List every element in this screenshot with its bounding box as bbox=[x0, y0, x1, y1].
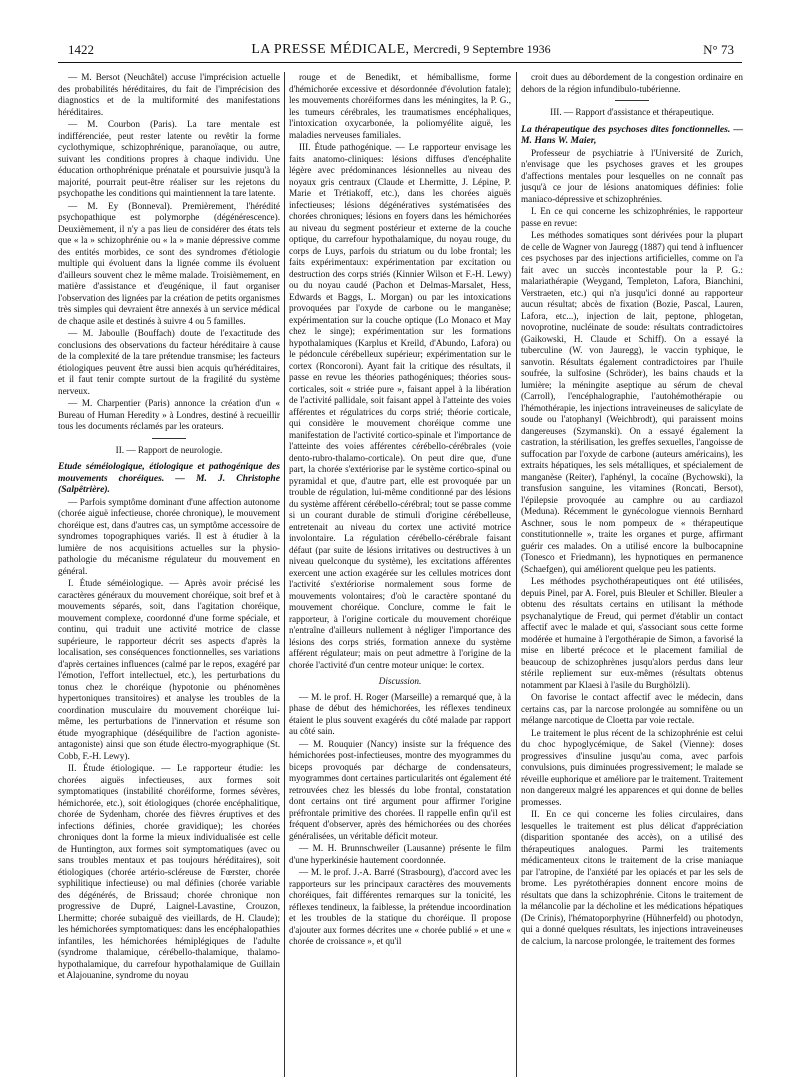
paragraph: On favorise le contact affectif avec le médecin, dans certains cas, par la narcose prolongée au somnifène ou un mélange narcotique de Cloetta par voie rectale. bbox=[521, 692, 743, 725]
paragraph: III. Étude pathogénique. — Le rapporteur envisage les faits anatomo-cliniques: lésions diffuses d'encéphalite légère avec prédominances lésionnelles au niveau des noyaux gris centraux (Claude et Lhermitte, J. Lépine, P. Marie et Trétiakoff, etc.), dans les chorées aiguës infectieuses; lésions dégénératives systématisées des chorées chroniques; lésions en foyers dans les hémichorées au niveau du segment postérieur et externe de la couche optique, du carrefour hypothalamique, du noyau rouge, du corps de Luys, parfois du striatum ou du lobe frontal; les faits expérimentaux: expérimentation par excitation ou destruction des corps striés (Kinnier Wilson et F.-H. Lewy) ou du noyau caudé (Pachon et Delmas-Marsalet, Hess, Edwards et Baggs, L. Morgan) ou par les intoxications provoquées par l'oxyde de carbone ou le manganèse; expérimentation sur la couche optique (Lo Monaco et May chez le singe); expérimentation sur les formations hypothalamiques (Karplus et Kreild, d'Abundo, Lafora) ou le pédoncule cérébelleux supérieur; expérimentation sur le cortex (Roncoroni). Ayant fait la critique des résultats, il passe en revue les théories pathogéniques; théories sous-corticales, soit « striée pure », faisant appel à la libération de l'activité pallidale, soit faisant appel à l'atteinte des voies afférentes et régulatrices du corps strié; théorie corticale, qui considère le mouvement choréique comme une manifestation de l'activité cortico-spinale et l'importance de l'atteinte des voies afférentes cérébello-cérébrales (voie dento-rubro-thalamo-corticale). On peut dire que, d'une part, la chorée s'extériorise par le système cortico-spinal ou pyramidal et que, d'autre part, elle est provoquée par un trouble de régulation, lui-même conditionné par des lésions du système afférent cérébello-cérébral; tout se passe comme si un courant durable de stimuli d'origine cérébelleuse, entretenait au niveau du cortex une activité motrice involontaire. La régulation cérébello-cérébrale faisant défaut (par suite de lésions irritatives ou destructives à un niveau quelconque du système), les excitations afférentes exercent une action exagérée sur les cellules motrices dont l'activité s'extériorise normalement sous forme de mouvements volontaires; d'où le caractère spontané du mouvement choréique. Conclure, comme le fait le rapporteur, à l'origine corticale du mouvement choréique n'entraîne d'ailleurs nullement à négliger l'importance des lésions des corps striés, formation annexe du système afférent régulateur; mais on peut admettre à l'origine de la chorée l'activité d'un centre moteur unique: le cortex. bbox=[289, 142, 511, 670]
article-title: Etude séméiologique, étiologique et pathogénique des mouvements choréiques. — M. J. Christophe (Salpêtrière). bbox=[58, 461, 280, 495]
page-header bbox=[68, 42, 734, 60]
section-heading: II. — Rapport de neurologie. bbox=[115, 444, 223, 455]
paragraph: I. En ce qui concerne les schizophrénies, le rapporteur passe en revue: bbox=[521, 206, 743, 228]
page-number: 1422 bbox=[68, 42, 94, 57]
article-title: La thérapeutique des psychoses dites fonctionnelles. — M. Hans W. Maier, bbox=[521, 123, 743, 146]
paragraph: — M. Charpentier (Paris) annonce la création d'un « Bureau of Human Heredity » à Londres, destiné à recueillir tous les documents réclamés par les orateurs. bbox=[58, 398, 280, 431]
paragraph: II. Étude étiologique. — Le rapporteur étudie: les chorées aiguës infectieuses, aux formes soit symptomatiques (instabilité choréiforme, formes sévères, hémichorée, etc.), soit étiologiques (chorée encéphalitique, chorée de Sydenham, chorée des fièvres éruptives et des infections définies, chorée gravidique); les chorées chroniques dont la forme la mieux individualisée est celle de Huntington, aux formes soit symptomatiques (avec ou sans troubles mentaux et pas toujours héréditaires), soit étiologiques (chorée artério-scléreuse de Fœrster, chorée syphilitique infectieuse) ou mal définies (chorée variable des dégénérés, de Brissaud; chorée chronique non progressive de Dupré, Laignel-Lavastine, Crouzon, Lhermitte; chorée subaiguë des vieillards, de H. Claude); les hémichorées symptomatiques: dans les encéphalopathies infantiles, les hémichorées hémiplégiques de l'adulte (syndrome thalamique, cérébello-thalamique, thalamo-hypothalamique, du carrefour hypothalamique de Guillain et Alajouanine, syndrome du noyau bbox=[58, 763, 280, 980]
paragraph: — M. Ey (Bonneval). Premièrement, l'hérédité psychopathique est polymorphe (dégénérescence). Deuxièmement, il n'y a pas lieu de considérer des états tels que « la » schizophrénie ou « la » manie dépressive comme des entités morbides, ce sont des syndromes d'étiologie multiple qui évoluent dans la lignée comme ils évoluent d'ailleurs souvent chez le même malade. Troisièmement, en matière d'assistance et d'eugénique, il faut organiser l'observation des lignées par la création de petits organismes très simples qui devraient être annexés à un service médical de chaque asile et destinés à suivre 4 ou 5 familles. bbox=[58, 200, 280, 326]
issue-number: N° 73 bbox=[703, 42, 734, 57]
section-divider bbox=[615, 100, 649, 101]
paragraph: II. En ce qui concerne les folies circulaires, dans lesquelles le traitement est plus délicat d'appréciation (disparition spontanée des accès), on a utilisé des thérapeutiques analogues. Parmi les traitements médicamenteux citons le traitement de la crise maniaque par l'atropine, de l'anxiété par les opiacés et par les sels de brome. Les pyrétothérapies donnent encore moins de résultats que dans la schizophrénie. Citons le traitement de la mélancolie par la décholine et les médications hépatiques (De Crinis), l'hématoporphyrine (Hühnerfeld) ou photodyn, qui a donné quelques résultats, les injections intraveineuses de calcium, la narcose prolongée, le traitement des formes bbox=[521, 809, 743, 946]
journal-title bbox=[68, 42, 734, 58]
paragraph: rouge et de Benedikt, et hémiballisme, forme d'hémichorée excessive et désordonnée d'évolution fatale); les mouvements choréiformes dans les méningites, la P. G., les tumeurs cérébrales, les traumatismes encéphaliques, l'intoxication oxycarbonée, la poliomyélite aiguë, les maladies nerveuses familiales. bbox=[289, 72, 511, 140]
journal-name: LA PRESSE MÉDICALE, bbox=[251, 42, 410, 57]
paragraph: — M. le prof. J.-A. Barré (Strasbourg), d'accord avec les rapporteurs sur les principaux caractères des mouvements choréiques, fait différentes remarques sur la tonicité, les réflexes tendineux, la faiblesse, la prétendue incoordination et les troubles de la statique du choréique. Il propose d'ajouter aux formes décrites une « chorée publié » et une « chorée de croissance », et qu'il bbox=[289, 867, 511, 946]
paragraph: — M. Bersot (Neuchâtel) accuse l'imprécision actuelle des probabilités héréditaires, du fait de l'imprécision des diagnostics et de la multiformité des manifestations héréditaires. bbox=[58, 72, 280, 117]
paragraph: — Parfois symptôme dominant d'une affection autonome (chorée aiguë infectieuse, chorée chronique), le mouvement choréique est, dans d'autres cas, un symptôme accessoire de syndromes topographiques variés. Il est à étudier à la lumière de nos acquisitions actuelles sur la physio-pathologie du mécanisme régulateur du mouvement en général. bbox=[58, 496, 280, 576]
paragraph: Les méthodes psychothérapeutiques ont été utilisées, depuis Pinel, par A. Forel, puis Bleuler et Schiller. Bleuler a obtenu des résultats certains en utilisant la méthode psychanalytique de Freud, qui permet d'établir un contact affectif avec le malade et qui, s'associant sous cette forme modérée et humaine à l'ergothérapie de Simon, a favorisé la mise en liberté précoce et le placement familial de beaucoup de schizophrènes jusqu'alors perdus dans leur stérile repliement sur eux-mêmes (résultats obtenus notamment par Klaesi à l'asile du Burghölzli). bbox=[521, 576, 743, 690]
paragraph: — M. le prof. H. Roger (Marseille) a remarqué que, à la phase de début des hémichorées, les réflexes tendineux étaient le plus souvent exagérés du côté malade par rapport au côté sain. bbox=[289, 691, 511, 736]
column-divider bbox=[284, 72, 285, 1077]
discussion-heading: Discussion. bbox=[378, 676, 422, 686]
issue-date: Mercredi, 9 Septembre 1936 bbox=[413, 42, 551, 56]
paragraph: — M. Rouquier (Nancy) insiste sur la fréquence des hémichorées post-infectieuses, montre des myogrammes du biceps provoqués par décharge de condensateurs, myogrammes dont certaines particularités ont également été retrouvées chez les blessés du lobe frontal, constatation dont certains ont tiré argument pour affirmer l'origine préfrontale primitive des chorées. Il rappelle enfin qu'il est fréquent d'observer, après des hémichorées ou des chorées généralisées, un véritable déficit moteur. bbox=[289, 738, 511, 841]
paragraph: croit dues au débordement de la congestion ordinaire en dehors de la région infundibulo-tubérienne. bbox=[521, 72, 743, 94]
column-divider bbox=[516, 72, 517, 1077]
section-divider bbox=[152, 438, 186, 439]
paragraph: I. Étude séméiologique. — Après avoir précisé les caractères généraux du mouvement choréique, soit bref et à mouvements séparés, soit, dans l'agitation choréique, mouvement complexe, coordonné d'une forme spéciale, et continu, qui traduit une activité motrice de classe supérieure, le rapporteur décrit ses aspects d'après la localisation, ses conséquences fonctionnelles, ses variations d'après certaines influences (calmé par le repos, exagéré par l'émotion, l'effort intellectuel, etc.), les perturbations du tonus chez le choréique (hypotonie ou phénomènes hypertoniques transitoires) et analyse les troubles de la coordination musculaire du mouvement choréique lui-même, les perturbations de l'innervation et résume son étude myographique (déséquilibre de l'action agoniste-antagoniste) ainsi que son étude électro-myographique (St. Cobb, F.-H. Lewy). bbox=[58, 578, 280, 761]
paragraph: — M. Courbon (Paris). La tare mentale est indifférenciée, peut rester latente ou revêtir la forme cyclothymique, schizophrénique, paranoïaque, ou autre, suivant les conditions propres à chaque individu. Une éducation orthophrénique prénatale et poursuivie jusqu'à la majorité, pourrait peut-être réaliser sur les rejetons du psychopathe les conditions qui maintiennent la tare latente. bbox=[58, 119, 280, 198]
paragraph: Professeur de psychiatrie à l'Université de Zurich, n'envisage que les psychoses graves et les groupes d'affections mentales pour lesquelles on ne connaît pas jusqu'à ce jour de lésions anatomiques définies: folie maniaco-dépressive et schizophrénies. bbox=[521, 147, 743, 204]
column-2 bbox=[289, 72, 511, 949]
paragraph: Le traitement le plus récent de la schizophrénie est celui du choc hypoglycémique, de Sakel (Vienne): doses progressives d'insuline jusqu'au coma, avec parfois convulsions, puis diminuées progressivement; le malade se réveille euphorique et améliore par le traitement. Traitement non dangereux malgré les apparences et qui donne de belles promesses. bbox=[521, 727, 743, 807]
paragraph: Les méthodes somatiques sont dérivées pour la plupart de celle de Wagner von Jauregg (1887) qui tend à influencer ces psychoses par des injections artificielles, comme on l'a fait avec un succès incontestable pour la P. G.: malariathérapie (Weygand, Templeton, Lafora, Bianchini, Verstraeten, etc.) qui n'a jusqu'ici donné au rapporteur aucun résultat; abcès de fixation (Bozie, Pascal, Lauren, Lafora, etc...), injection de lait, peptone, phlogetan, novoprotine, nucléinate de soude: résultats contradictoires (Gaikowski, H. Claude et Schiff). On a essayé la tuberculine (W. von Jauregg), le vaccin typhique, le sanvotin. Résultats également contradictoires par l'huile soufrée, la sulfosine (Schröder), les bains chauds et la lumière; la méningite aseptique au sérum de cheval (Carroll), l'encéphalographie, l'autohémothérapie ou l'hémothérapie, les injections intraveineuses de salicylate de soude ou l'atophanyl (Weichbrodt), qui paraissent moins dangereuses (Szymanski). On a essayé également la castration, la stérilisation, les greffes sexuelles, l'angoisse de suffocation par l'oxyde de carbone (auteurs américains), les extraits hépatiques, les sels métalliques, et spécialement de manganèse (Reiter), l'aphényl, la cocaïne (Bychowski), la transfusion sanguine, les vitamines (Roncati, Bersot), l'épilepsie provoquée au camphre ou au cardiazol (Meduna). Récemment le gynécologue viennois Bernhard Aschner, sous le nom pompeux de « thérapeutique constitutionnelle », traite les organes et purge, affirmant guérir ces malades. On a utilisé encore la bulbocapnine (Tonesco et Friedmann), les hypnotiques en permanence (Schaefgen), qui améliorent quelque peu les patients. bbox=[521, 230, 743, 574]
section-heading: III. — Rapport d'assistance et thérapeutique. bbox=[550, 107, 714, 117]
header-rule bbox=[58, 62, 742, 63]
column-1 bbox=[58, 72, 280, 983]
column-3 bbox=[521, 72, 743, 948]
paragraph: — M. Jaboulle (Bouffach) doute de l'exactitude des conclusions des observations du facteur héréditaire à cause de la complexité de la tare prétendue transmise; les facteurs étiologiques peuvent être aussi bien acquis qu'héréditaires, et il faut tenir compte surtout de la fragilité du système nerveux. bbox=[58, 328, 280, 396]
paragraph: — M. H. Brunnschweiler (Lausanne) présente le film d'une hyperkinésie hautement coordonnée. bbox=[289, 843, 511, 865]
